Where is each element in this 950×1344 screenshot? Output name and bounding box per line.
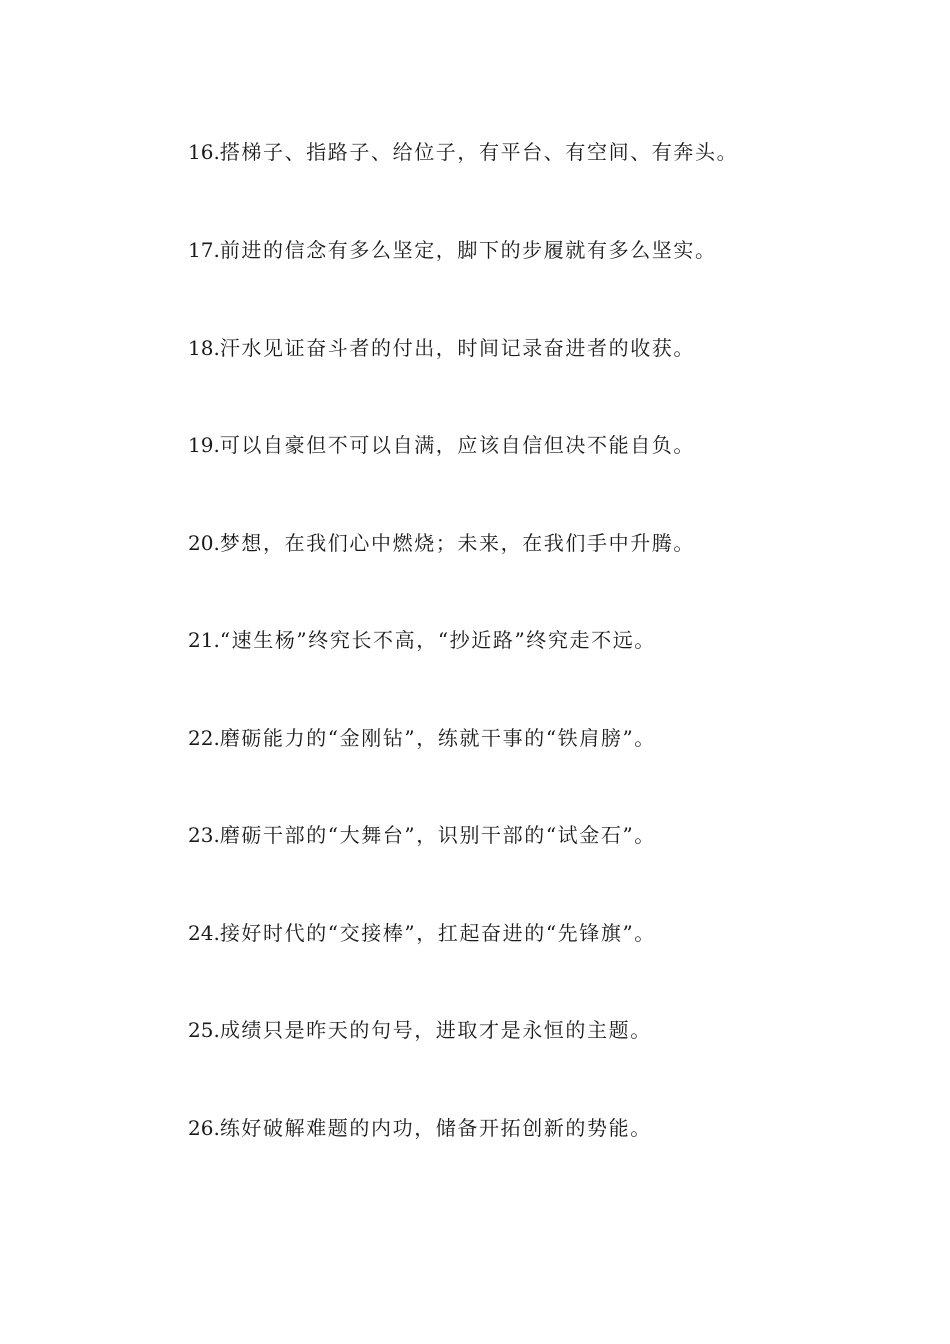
list-item bbox=[188, 725, 888, 751]
item-text: 前进的信念有多么坚定，脚下的步履就有多么坚实。 bbox=[219, 238, 717, 262]
item-number: 20. bbox=[188, 531, 220, 555]
list-item bbox=[188, 530, 888, 556]
item-number: 21. bbox=[188, 628, 220, 652]
item-text: 搭梯子、指路子、给位子，有平台、有空间、有奔头。 bbox=[219, 140, 739, 164]
list-item bbox=[188, 627, 888, 653]
item-number: 22. bbox=[188, 726, 220, 750]
item-text: 磨砺能力的“金刚钻”，练就干事的“铁肩膀”。 bbox=[219, 726, 656, 750]
item-text: 成绩只是昨天的句号，进取才是永恒的主题。 bbox=[219, 1018, 652, 1042]
item-number: 26. bbox=[188, 1116, 220, 1140]
list-item bbox=[188, 920, 888, 946]
item-number: 18. bbox=[188, 336, 220, 360]
item-text: 汗水见证奋斗者的付出，时间记录奋进者的收获。 bbox=[219, 336, 696, 360]
item-text: 磨砺干部的“大舞台”，识别干部的“试金石”。 bbox=[219, 823, 656, 847]
item-text: “速生杨”终究长不高，“抄近路”终究走不远。 bbox=[219, 628, 656, 652]
item-number: 24. bbox=[188, 921, 220, 945]
item-text: 练好破解难题的内功，储备开拓创新的势能。 bbox=[219, 1116, 652, 1140]
list-item bbox=[188, 822, 888, 848]
item-number: 25. bbox=[188, 1018, 220, 1042]
list-item bbox=[188, 1017, 888, 1043]
item-number: 17. bbox=[188, 238, 220, 262]
list-item bbox=[188, 1115, 888, 1141]
list-item bbox=[188, 335, 888, 361]
item-text: 梦想，在我们心中燃烧；未来，在我们手中升腾。 bbox=[219, 531, 696, 555]
item-number: 19. bbox=[188, 433, 220, 457]
list-item bbox=[188, 237, 888, 263]
item-text: 可以自豪但不可以自满，应该自信但决不能自负。 bbox=[219, 433, 696, 457]
list-item bbox=[188, 139, 888, 165]
list-item bbox=[188, 432, 888, 458]
item-number: 23. bbox=[188, 823, 220, 847]
item-text: 接好时代的“交接棒”，扛起奋进的“先锋旗”。 bbox=[219, 921, 656, 945]
item-number: 16. bbox=[188, 140, 220, 164]
